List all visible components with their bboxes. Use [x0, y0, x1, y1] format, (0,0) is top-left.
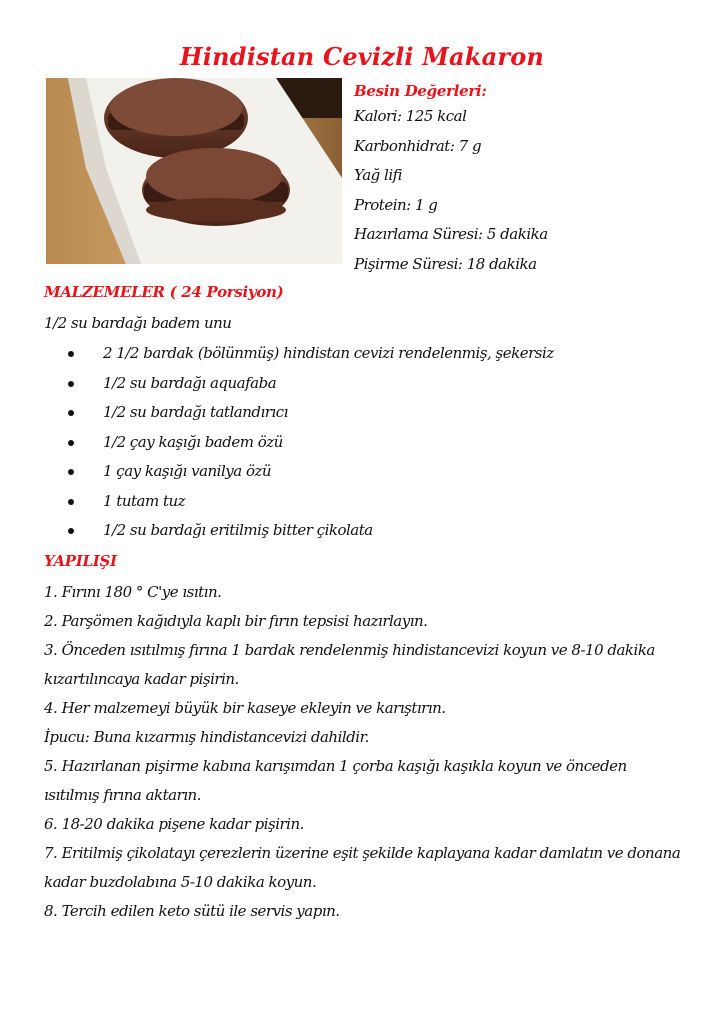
list-item: 1 tutam tuz: [44, 487, 554, 517]
ingredients-heading: MALZEMELER ( 24 Porsiyon): [44, 283, 284, 301]
tip: İpucu: Buna kızarmış hindistancevizi dahildir.: [44, 728, 369, 746]
step-2: 2. Parşömen kağıdıyla kaplı bir fırın tepsisi hazırlayın.: [44, 612, 428, 630]
bullet-icon: [68, 381, 74, 387]
bullet-icon: [68, 410, 74, 416]
macaron-illustration: [46, 78, 342, 264]
bullet-icon: [68, 440, 74, 446]
nutrition-protein: Protein: 1 g: [354, 195, 438, 214]
nutrition-heading: Besin Değerleri:: [354, 82, 487, 100]
step-7: 7. Eritilmiş çikolatayı çerezlerin üzerine eşit şekilde kaplayana kadar damlatın ve donana kadar buzdolabına 5-10 dakika koyun.: [44, 844, 681, 891]
ingredients-list: [44, 339, 554, 546]
nutrition-panel: [354, 80, 548, 279]
list-item: 2 1/2 bardak (bölünmüş) hindistan cevizi rendelenmiş, şekersiz: [44, 339, 554, 369]
step-8: 8. Tercih edilen keto sütü ile servis yapın.: [44, 902, 340, 920]
bullet-icon: [68, 528, 74, 534]
list-item: 1/2 su bardağı tatlandırıcı: [44, 398, 554, 428]
instructions-list: [44, 578, 684, 926]
list-item: 1/2 çay kaşığı badem özü: [44, 428, 554, 458]
recipe-photo: [46, 78, 342, 264]
step-5: 5. Hazırlanan pişirme kabına karışımdan 1 çorba kaşığı kaşıkla koyun ve önceden ısıtılmış fırına aktarın.: [44, 757, 627, 804]
prep-time: Hazırlama Süresi: 5 dakika: [354, 225, 548, 243]
step-3: 3. Önceden ısıtılmış fırına 1 bardak rendelenmiş hindistancevizi koyun ve 8-10 dakika kızartılıncaya kadar pişirin.: [44, 641, 655, 688]
instructions-heading: YAPILIŞI: [44, 552, 117, 570]
step-1: 1. Fırını 180 ° C'ye ısıtın.: [44, 583, 222, 601]
step-6: 6. 18-20 dakika pişene kadar pişirin.: [44, 815, 304, 833]
bullet-icon: [68, 499, 74, 505]
bullet-icon: [68, 469, 74, 475]
nutrition-calories: Kalori: 125 kcal: [354, 107, 467, 125]
nutrition-carbs: Karbonhidrat: 7 g: [354, 136, 482, 155]
recipe-title: Hindistan Cevizli Makaron: [179, 42, 545, 71]
cook-time: Pişirme Süresi: 18 dakika: [354, 254, 537, 273]
step-4: 4. Her malzemeyi büyük bir kaseye ekleyin ve karıştırın.: [44, 699, 446, 717]
list-item: 1 çay kaşığı vanilya özü: [44, 457, 554, 487]
bullet-icon: [68, 351, 74, 357]
ingredient-first: 1/2 su bardağı badem unu: [44, 314, 232, 332]
list-item: 1/2 su bardağı aquafaba: [44, 369, 554, 399]
nutrition-fat-fiber: Yağ lifi: [354, 166, 402, 184]
list-item: 1/2 su bardağı eritilmiş bitter çikolata: [44, 516, 554, 546]
